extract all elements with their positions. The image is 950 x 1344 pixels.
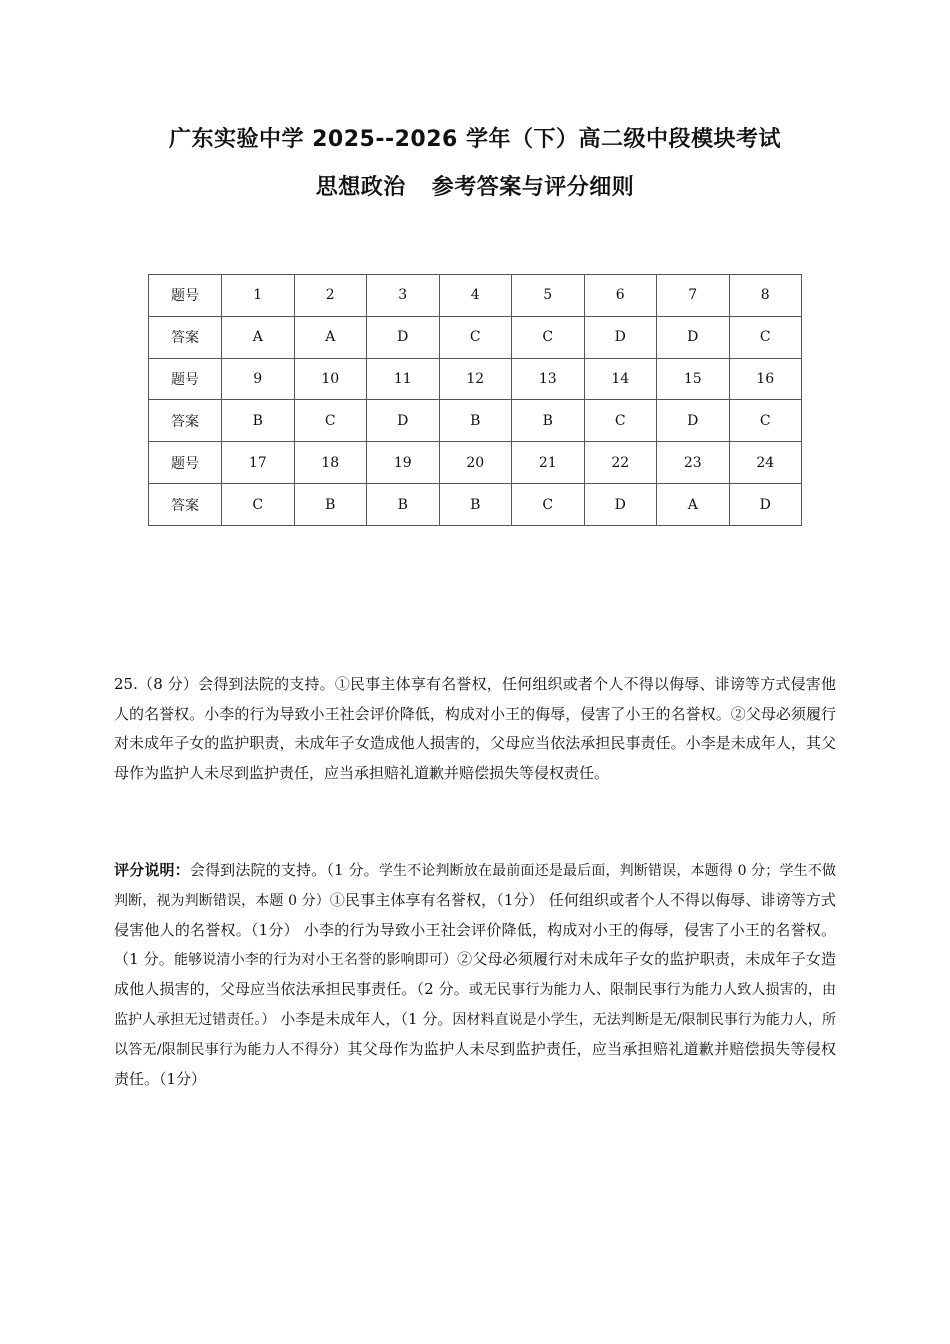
answer-row-label: 答案 [149, 316, 222, 358]
question-number-cell: 14 [584, 358, 657, 400]
document-subtitle [0, 170, 950, 201]
scoring-note: 学生不论判断放在最前面还是最后面，判断错误，本题得 0 分；学生不做判断，视为判断错误，本题 0 分） [114, 863, 836, 909]
answer-cell: C [222, 484, 295, 526]
question-number-row [149, 442, 802, 484]
exam-title: 广东实验中学 2025--2026 学年（下）高二级中段模块考试 [168, 127, 782, 152]
scoring-note: 或无民事行为能力人、限制民事行为能力人致人损害的，由监护人承担无过错责任。） [114, 982, 836, 1028]
answer-cell: C [729, 400, 802, 442]
answer-cell: C [512, 484, 585, 526]
answer-cell: C [439, 316, 512, 358]
answer-row [149, 400, 802, 442]
scoring-note: 能够说清小李的行为对小王名誉的影响即可） [173, 952, 458, 968]
answer-row-label: 答案 [149, 484, 222, 526]
answer-cell: D [584, 316, 657, 358]
question-number-row-label: 题号 [149, 442, 222, 484]
answer-cell: B [222, 400, 295, 442]
answer-cell: C [729, 316, 802, 358]
question-number-cell: 10 [294, 358, 367, 400]
scoring-text: 会得到法院的支持。（1 分。 [189, 861, 379, 879]
question-number-cell: 8 [729, 275, 802, 317]
answer-cell: A [222, 316, 295, 358]
question-number-cell: 22 [584, 442, 657, 484]
answer-cell: D [367, 400, 440, 442]
question-number-cell: 3 [367, 275, 440, 317]
question-number-row-label: 题号 [149, 275, 222, 317]
answer-cell: C [294, 400, 367, 442]
answer-cell: B [367, 484, 440, 526]
answer-cell: A [657, 484, 730, 526]
answer-key-label: 参考答案与评分细则 [431, 175, 635, 200]
question-number-cell: 12 [439, 358, 512, 400]
answer-cell: D [584, 484, 657, 526]
question-number-cell: 4 [439, 275, 512, 317]
answer-cell: D [657, 316, 730, 358]
question-number-row-label: 题号 [149, 358, 222, 400]
answer-row [149, 484, 802, 526]
scoring-note: 因材料直说是小学生，无法判断是无/限制民事行为能力人，所以答无/限制民事行为能力人不得分） [114, 1012, 836, 1058]
answer-table [148, 274, 802, 526]
question-number-cell: 1 [222, 275, 295, 317]
question-number-cell: 18 [294, 442, 367, 484]
answer-cell: A [294, 316, 367, 358]
answer-cell: B [512, 400, 585, 442]
question-number-cell: 15 [657, 358, 730, 400]
answer-row [149, 316, 802, 358]
question-number-cell: 9 [222, 358, 295, 400]
question-number-cell: 11 [367, 358, 440, 400]
question-number-cell: 20 [439, 442, 512, 484]
question-number-cell: 19 [367, 442, 440, 484]
scoring-text: ①民事主体享有名誉权，（1分） 任何组织或者个人不得以侮辱、诽谤等方式侵害他人的名誉权。（1分） 小李的行为导致小王社会评价降低，构成对小王的侮辱，侵害了小王的名誉权。（1 分。 [114, 891, 836, 968]
question-number-cell: 5 [512, 275, 585, 317]
answer-cell: B [439, 484, 512, 526]
question-number-row [149, 275, 802, 317]
scoring-label: 评分说明： [114, 861, 190, 879]
scoring-notes [114, 856, 836, 1094]
question-number-cell: 24 [729, 442, 802, 484]
answer-cell: D [729, 484, 802, 526]
scoring-text: 其父母作为监护人未尽到监护责任，应当承担赔礼道歉并赔偿损失等侵权责任。（1分） [114, 1040, 836, 1088]
answer-cell: D [367, 316, 440, 358]
scoring-text: ②父母必须履行对未成年子女的监护职责，未成年子女造成他人损害的，父母应当依法承担民事责任。（2 分。 [114, 950, 836, 998]
question-number-row [149, 358, 802, 400]
question-number-cell: 21 [512, 442, 585, 484]
answer-cell: B [439, 400, 512, 442]
question-number-cell: 2 [294, 275, 367, 317]
answer-cell: C [512, 316, 585, 358]
answer-cell: D [657, 400, 730, 442]
question-number-cell: 17 [222, 442, 295, 484]
subject-label: 思想政治 [315, 175, 406, 200]
answer-cell: C [584, 400, 657, 442]
question-number-cell: 13 [512, 358, 585, 400]
scoring-text: 小李是未成年人，（1 分。 [275, 1010, 453, 1028]
question-number-cell: 16 [729, 358, 802, 400]
answer-cell: B [294, 484, 367, 526]
question-25-answer: 25.（8 分）会得到法院的支持。①民事主体享有名誉权，任何组织或者个人不得以侮辱、诽谤等方式侵害他人的名誉权。小李的行为导致小王社会评价降低，构成对小王的侮辱，侵害了小王的名誉权。②父母必须履行对未成年子女的监护职责，未成年子女造成他人损害的，父母应当依法承担民事责任。小李是未成年人，其父母作为监护人未尽到监护责任，应当承担赔礼道歉并赔偿损失等侵权责任。 [114, 675, 836, 782]
question-number-cell: 23 [657, 442, 730, 484]
question-number-cell: 7 [657, 275, 730, 317]
answer-row-label: 答案 [149, 400, 222, 442]
question-number-cell: 6 [584, 275, 657, 317]
